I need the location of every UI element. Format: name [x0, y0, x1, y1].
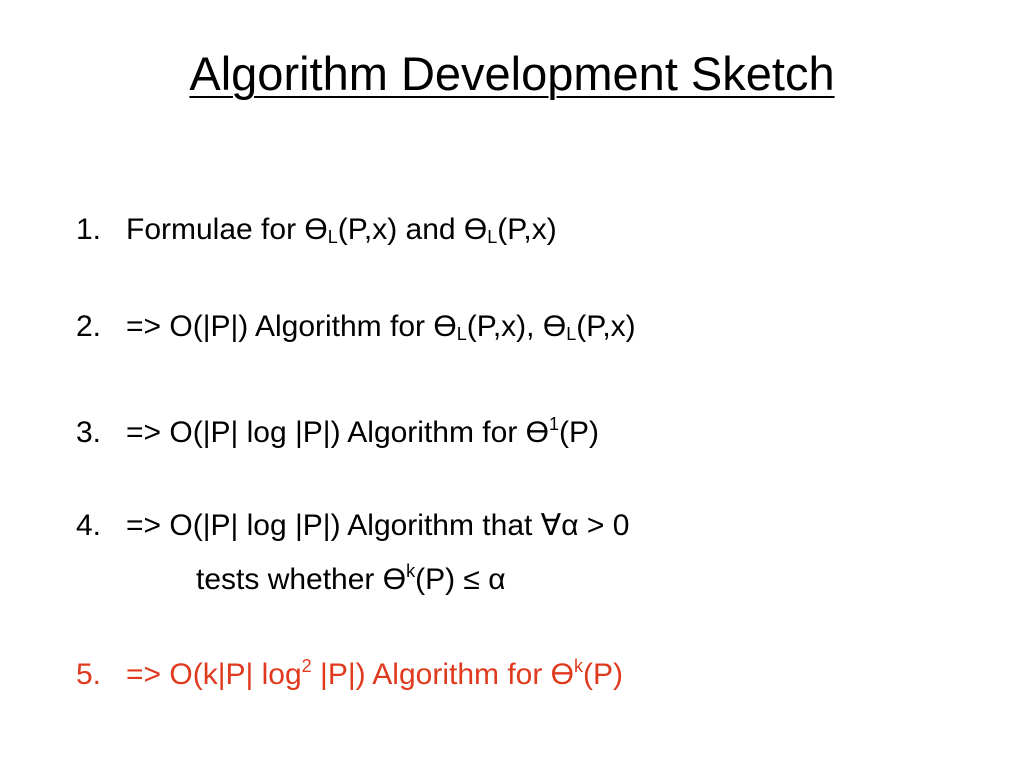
- item-number: 3.: [76, 416, 102, 449]
- item-number: 1.: [76, 213, 102, 246]
- list-item-1: [76, 208, 557, 259]
- item-text: tests whether $ϴ^k(P) \le \alpha$: [196, 561, 506, 596]
- list-item-5-highlighted: [76, 644, 623, 697]
- item-text: => O(|P|) Algorithm for ϴL(P,x), ϴL(P,x): [126, 310, 636, 344]
- item-text: => O(|P| log |P|) Algorithm that ∀α > 0: [126, 509, 630, 542]
- list-item-4: [76, 504, 629, 548]
- list-item-2: [76, 305, 636, 356]
- item-number: 5.: [76, 658, 102, 691]
- list-item-3: [76, 402, 599, 455]
- item-number: 4.: [76, 509, 102, 542]
- slide-title: Algorithm Development Sketch: [189, 47, 835, 100]
- item-text: => O(|P| log |P|) Algorithm for $ϴ^1(P)$: [126, 414, 600, 449]
- item-text: Formulae for ϴL(P,x) and ϴL(P,x): [126, 213, 557, 247]
- item-text: => O(k|P| $\log^2 |P|$) Algorithm for $ϴ^k(P)$: [126, 656, 624, 691]
- list-item-4-continuation: [76, 549, 506, 602]
- item-number: 2.: [76, 310, 102, 343]
